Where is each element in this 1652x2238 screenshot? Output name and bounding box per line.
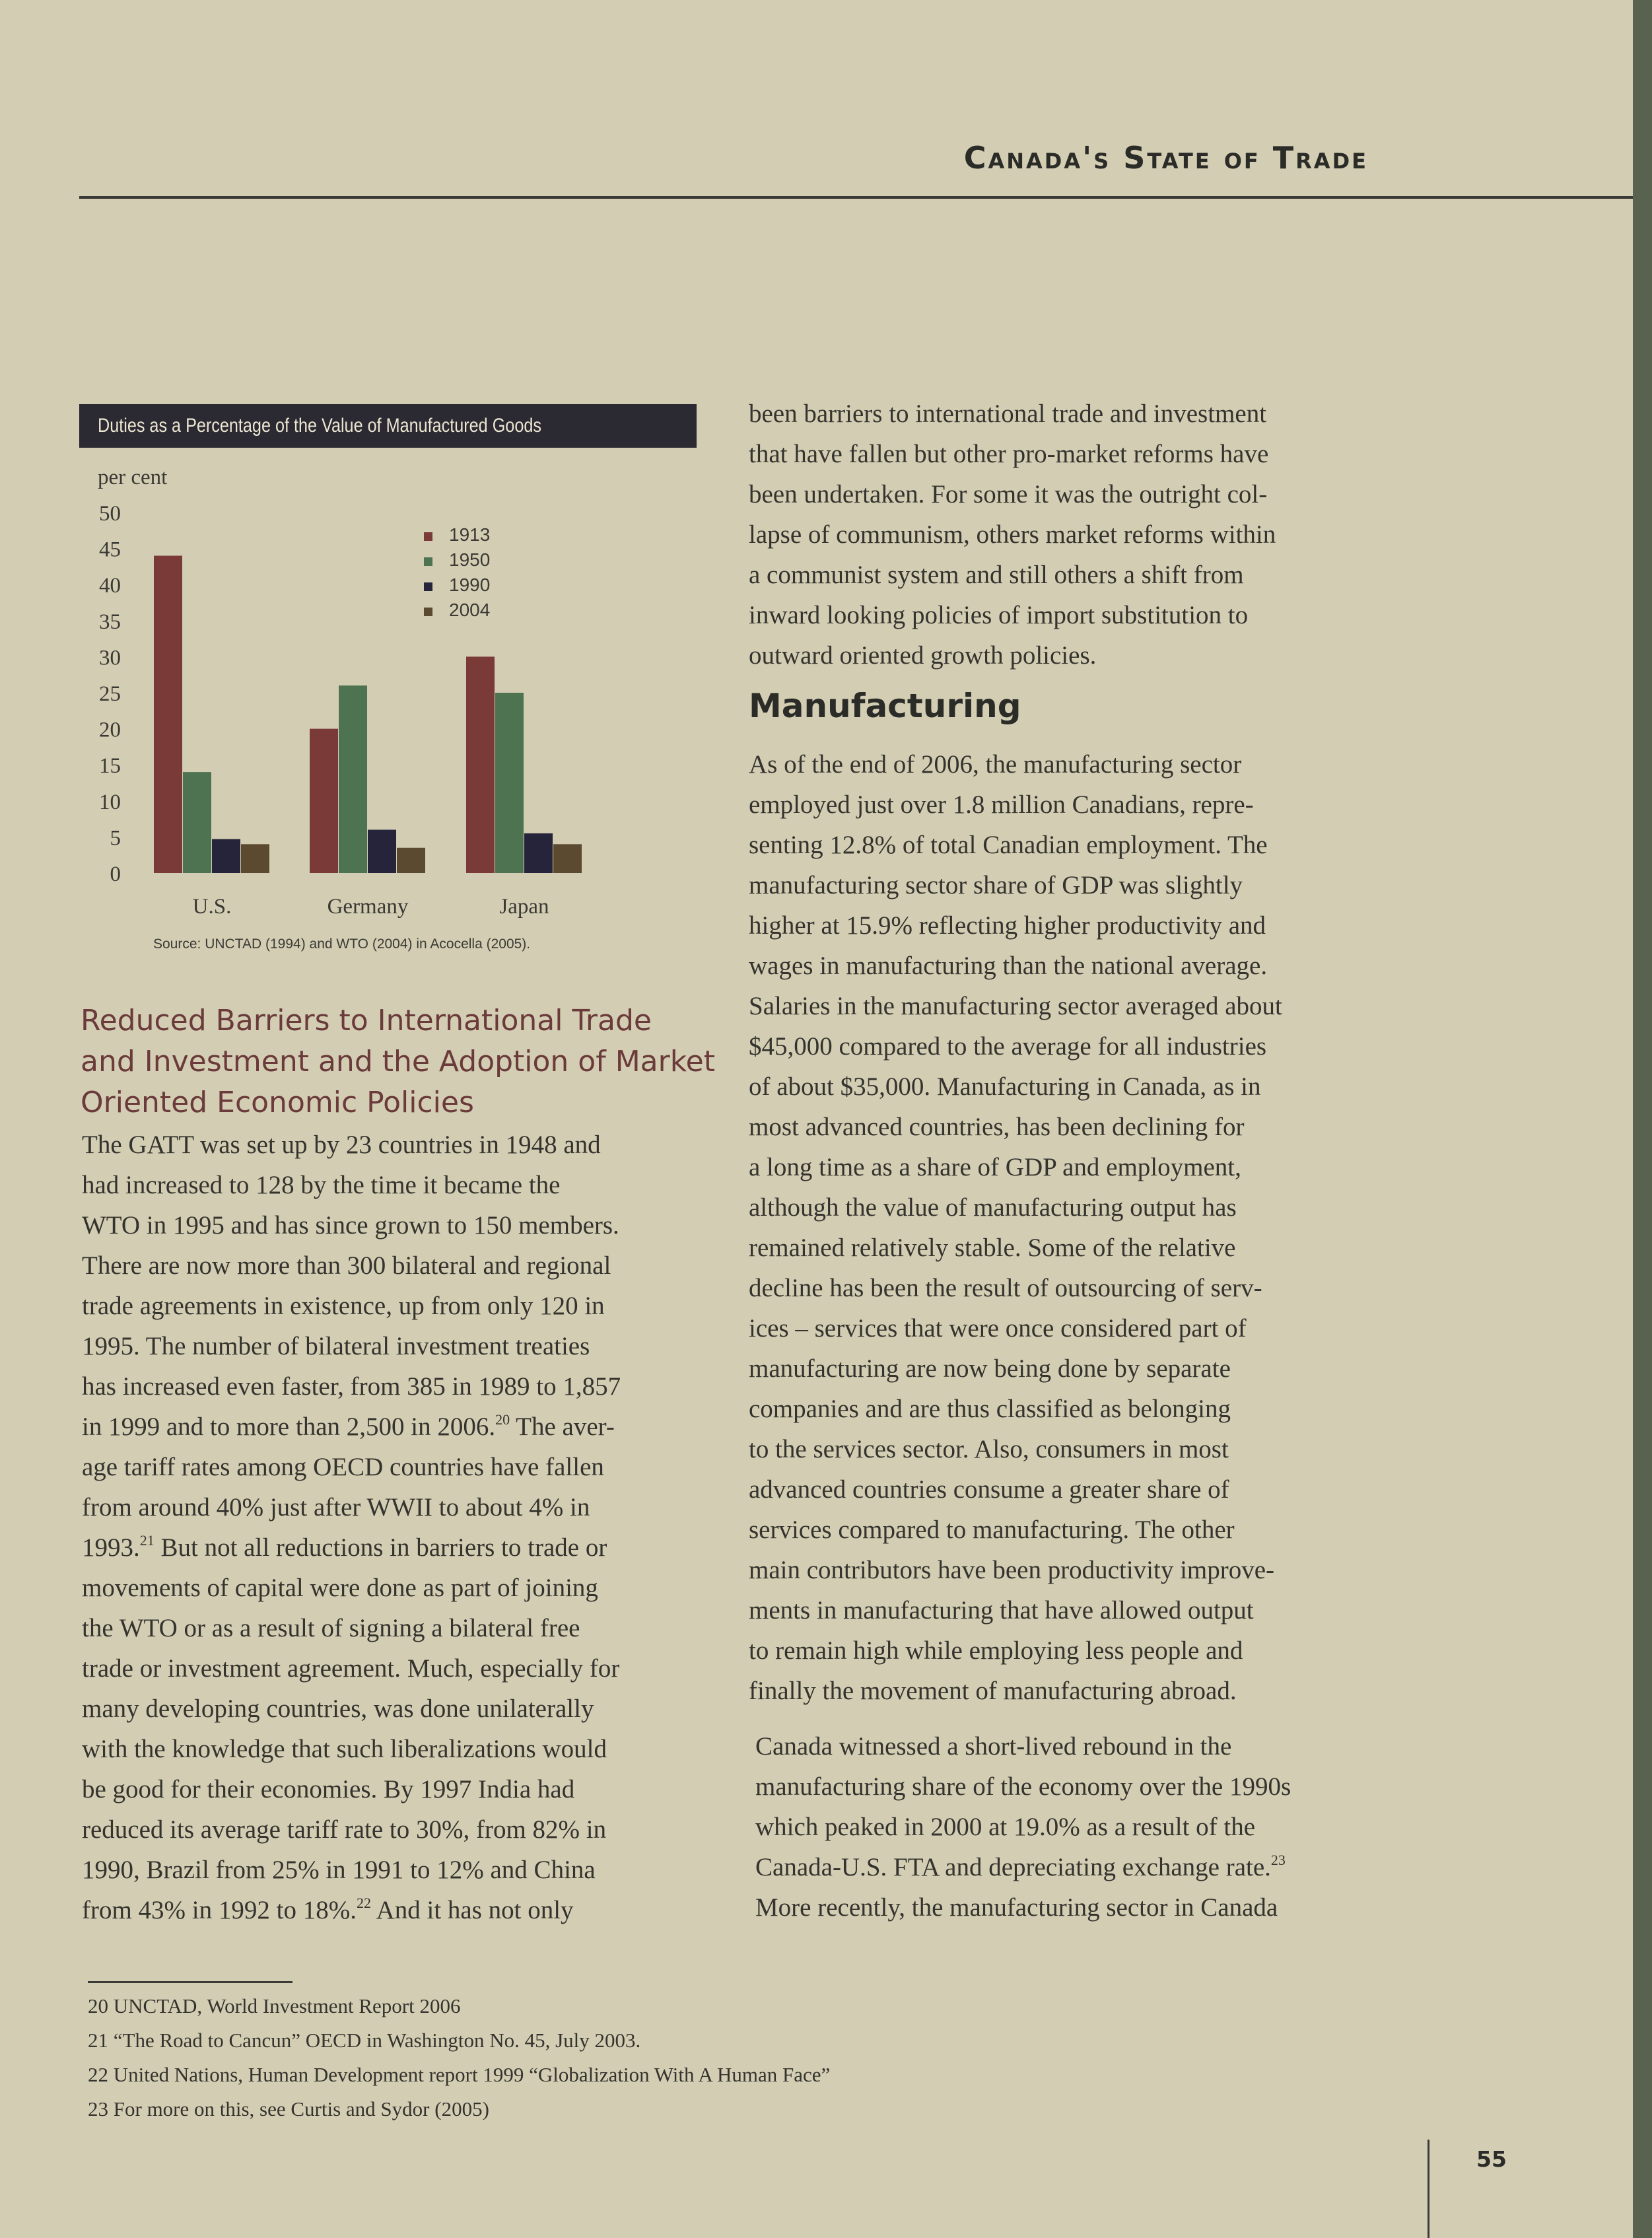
text-line: been undertaken. For some it was the outright col- [749, 480, 1268, 508]
footnote: 22 United Nations, Human Development report 1999 “Globalization With A Human Face” [88, 2063, 831, 2086]
text-line: age tariff rates among OECD countries have fallen [82, 1453, 604, 1481]
x-tick-label: Germany [327, 895, 409, 919]
text-line: companies and are thus classified as belonging [749, 1395, 1231, 1423]
manufacturing-paragraph-1 [749, 744, 1282, 1711]
text-line: manufacturing share of the economy over the 1990s [755, 1772, 1291, 1801]
y-tick-label: 20 [99, 718, 121, 742]
text-line: manufacturing are now being done by separate [749, 1354, 1231, 1383]
bar-1990-Germany [368, 829, 396, 873]
text-line: of about $35,000. Manufacturing in Canada, as in [749, 1072, 1261, 1101]
page-number: 55 [1476, 2146, 1507, 2172]
text-line: manufacturing sector share of GDP was slightly [749, 871, 1243, 899]
x-tick-label: U.S. [192, 895, 232, 919]
text-line: ments in manufacturing that have allowed output [749, 1596, 1254, 1625]
text-line: Salaries in the manufacturing sector averaged about [749, 992, 1282, 1020]
text-line: ices – services that were once considered part of [749, 1314, 1247, 1343]
footnote-marker: 20 [495, 1411, 510, 1428]
text-line: trade or investment agreement. Much, especially for [82, 1654, 620, 1683]
text-line: 1993.21 But not all reductions in barriers to trade or [82, 1532, 607, 1562]
text-line: to remain high while employing less people and [749, 1636, 1243, 1665]
text-line: trade agreements in existence, up from only 120 in [82, 1292, 605, 1320]
text-line: services compared to manufacturing. The other [749, 1516, 1235, 1544]
footnote: 23 For more on this, see Curtis and Sydor (2005) [88, 2097, 489, 2120]
text-line: lapse of communism, others market reforms within [749, 520, 1276, 549]
text-line: main contributors have been productivity improve- [749, 1556, 1275, 1584]
text-line: from 43% in 1992 to 18%.$^{22}$ And it has not only [82, 1895, 574, 1924]
manufacturing-heading: Manufacturing [749, 687, 1021, 725]
footnotes [88, 1989, 830, 2126]
bar-1950-U.S. [183, 772, 211, 873]
bar-1990-Japan [524, 833, 553, 873]
y-tick-label: 40 [99, 574, 121, 598]
legend-swatch [424, 557, 432, 566]
y-tick-label: 30 [99, 646, 121, 670]
footnote: 21 “The Road to Cancun” OECD in Washington No. 45, July 2003. [88, 2029, 641, 2052]
bar-2004-Germany [397, 848, 425, 873]
bar-1990-U.S. [212, 839, 240, 873]
text-line: most advanced countries, has been declining for [749, 1113, 1245, 1141]
text-line: the WTO or as a result of signing a bilateral free [82, 1614, 580, 1642]
text-line: WTO in 1995 and has since grown to 150 members. [82, 1211, 619, 1240]
y-tick-label: 25 [99, 682, 121, 706]
text-line: Canada-U.S. FTA and depreciating exchange rate.$^{23}$ [755, 1852, 1286, 1881]
text-line: 1990, Brazil from 25% in 1991 to 12% and China [82, 1856, 596, 1884]
footnote: 20 UNCTAD, World Investment Report 2006 [88, 1994, 461, 2017]
legend-label: 1950 [449, 549, 491, 570]
y-tick-label: 15 [99, 754, 121, 779]
text-line: Canada witnessed a short-lived rebound in the [755, 1732, 1232, 1761]
text-line: decline has been the result of outsourcing of serv- [749, 1274, 1262, 1302]
text-line: More recently, the manufacturing sector in Canada [755, 1893, 1278, 1922]
text-line: 1995. The number of bilateral investment treaties [82, 1332, 590, 1360]
bar-chart [0, 0, 726, 938]
section-heading-line: and Investment and the Adoption of Market [81, 1045, 715, 1078]
text-line: although the value of manufacturing output has [749, 1193, 1237, 1222]
bar-1913-U.S. [154, 556, 182, 873]
legend-swatch [424, 532, 432, 541]
footnote-rule [88, 1981, 293, 1983]
legend-swatch [424, 608, 432, 616]
text-line: a long time as a share of GDP and employment, [749, 1153, 1241, 1181]
text-line: been barriers to international trade and investment [749, 400, 1267, 428]
bar-1950-Japan [495, 693, 524, 873]
text-line: The GATT was set up by 23 countries in 1948 and [82, 1131, 601, 1159]
section-heading-line: Oriented Economic Policies [81, 1086, 474, 1119]
text-line: $45,000 compared to the average for all industries [749, 1032, 1267, 1061]
y-tick-label: 35 [99, 610, 121, 634]
legend-label: 2004 [449, 600, 491, 620]
text-line: with the knowledge that such liberalizations would [82, 1735, 607, 1763]
y-tick-label: 5 [110, 826, 121, 851]
text-line: had increased to 128 by the time it became the [82, 1171, 561, 1199]
bar-1913-Japan [466, 656, 495, 873]
x-tick-label: Japan [499, 895, 549, 919]
footnote-marker: 23 [1270, 1852, 1286, 1868]
y-tick-label: 50 [99, 502, 121, 526]
text-line: senting 12.8% of total Canadian employment. The [749, 831, 1268, 859]
text-line: from around 40% just after WWII to about 4% in [82, 1493, 590, 1521]
page-edge-bar [1633, 0, 1652, 2238]
text-line: which peaked in 2000 at 19.0% as a result of the [755, 1813, 1256, 1841]
text-line: There are now more than 300 bilateral and regional [82, 1251, 611, 1280]
text-line: movements of capital were done as part of joining [82, 1574, 598, 1602]
y-tick-label: 10 [99, 790, 121, 814]
page-number-rule [1428, 2140, 1429, 2238]
legend-label: 1990 [449, 575, 491, 595]
legend-label: 1913 [449, 524, 491, 545]
section-heading-line: Reduced Barriers to International Trade [81, 1004, 652, 1037]
text-line: to the services sector. Also, consumers in most [749, 1435, 1229, 1463]
y-tick-label: 0 [110, 862, 121, 886]
figure-source: Source: UNCTAD (1994) and WTO (2004) in Acocella (2005). [153, 936, 531, 952]
footnote-marker: 21 [139, 1532, 155, 1549]
text-line: in 1999 and to more than 2,500 in 2006.20 The aver- [82, 1411, 615, 1441]
bar-2004-Japan [553, 844, 582, 873]
text-line: reduced its average tariff rate to 30%, from 82% in [82, 1815, 607, 1844]
text-line: advanced countries consume a greater share of [749, 1475, 1229, 1504]
text-line: finally the movement of manufacturing abroad. [749, 1677, 1237, 1705]
running-head: Canada's State of Trade [963, 140, 1368, 176]
text-line: has increased even faster, from 385 in 1989 to 1,857 [82, 1372, 621, 1401]
right-column-continuation [749, 394, 1276, 676]
text-line: As of the end of 2006, the manufacturing sector [749, 750, 1242, 779]
bar-1950-Germany [339, 685, 367, 873]
text-line: outward oriented growth policies. [749, 641, 1097, 670]
text-line: employed just over 1.8 million Canadians, repre- [749, 790, 1254, 819]
manufacturing-paragraph-2 [755, 1726, 1291, 1928]
text-line: that have fallen but other pro-market reforms have [749, 440, 1269, 468]
y-axis-label: per cent [98, 466, 168, 489]
footnote-marker: 22 [356, 1895, 371, 1911]
section-heading [81, 1000, 714, 1123]
left-column-body [82, 1125, 621, 1930]
legend-swatch [424, 582, 432, 591]
text-line: higher at 15.9% reflecting higher productivity and [749, 911, 1266, 940]
y-tick-label: 45 [99, 538, 121, 562]
text-line: inward looking policies of import substitution to [749, 601, 1249, 629]
bar-1913-Germany [310, 729, 338, 873]
figure-title: Duties as a Percentage of the Value of Manufactured Goods [98, 415, 541, 437]
bar-2004-U.S. [241, 844, 269, 873]
text-line: be good for their economies. By 1997 India had [82, 1775, 575, 1803]
text-line: many developing countries, was done unilaterally [82, 1695, 594, 1723]
text-line: wages in manufacturing than the national average. [749, 952, 1268, 980]
text-line: a communist system and still others a shift from [749, 561, 1244, 589]
text-line: remained relatively stable. Some of the relative [749, 1234, 1236, 1262]
